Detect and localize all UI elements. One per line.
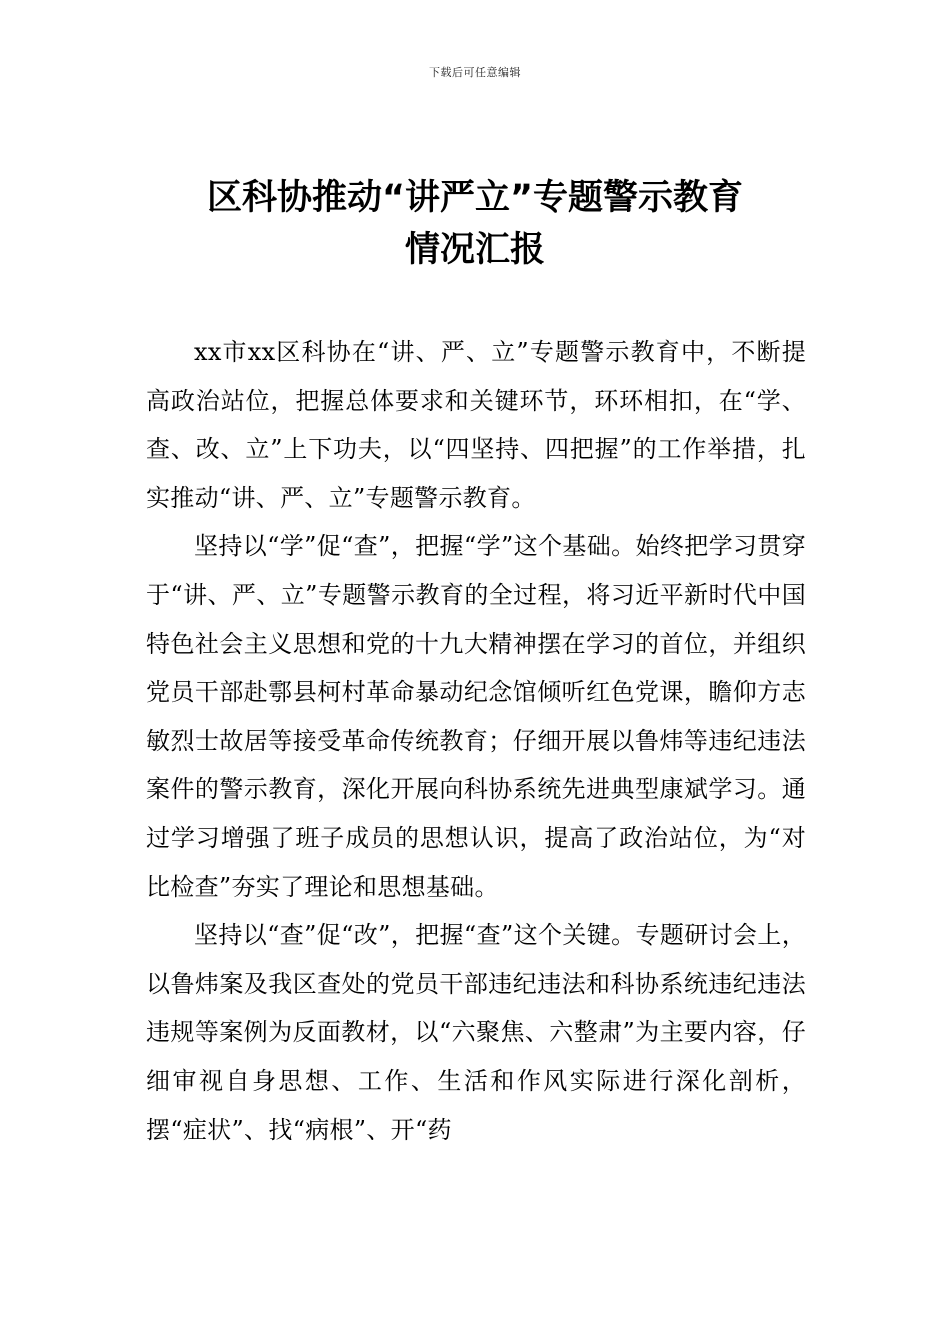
paragraph-intro: xx市xx区科协在“讲、严、立”专题警示教育中，不断提高政治站位，把握总体要求和关键环节，环环相扣，在“学、查、改、立”上下功夫，以“四坚持、四把握”的工作举措，扎实推动“讲、严、立”专题警示教育。 [146, 338, 806, 512]
header-note: 下载后可任意编辑 [429, 66, 521, 79]
document-body [146, 328, 806, 1154]
paragraph-study: 坚持以“学”促“查”，把握“学”这个基础。始终把学习贯穿于“讲、严、立”专题警示教育的全过程，将习近平新时代中国特色社会主义思想和党的十九大精神摆在学习的首位，并组织党员干部赴鄠县柯村革命暴动纪念馆倾听红色党课，瞻仰方志敏烈士故居等接受革命传统教育；仔细开展以鲁炜等违纪违法案件的警示教育，深化开展向科协系统先进典型康斌学习。通过学习增强了班子成员的思想认识，提高了政治站位，为“对比检查”夯实了理论和思想基础。 [146, 532, 806, 901]
title-line-2: 情况汇报 [404, 230, 545, 270]
document-title [0, 172, 950, 276]
paragraph-check: 坚持以“查”促“改”，把握“查”这个关键。专题研讨会上，以鲁炜案及我区查处的党员干部违纪违法和科协系统违纪违法违规等案例为反面教材，以“六聚焦、六整肃”为主要内容，仔细审视自身思想、工作、生活和作风实际进行深化剖析，摆“症状”、找“病根”、开“药 [146, 921, 806, 1144]
title-line-1: 区科协推动“讲严立”专题警示教育 [206, 178, 743, 218]
